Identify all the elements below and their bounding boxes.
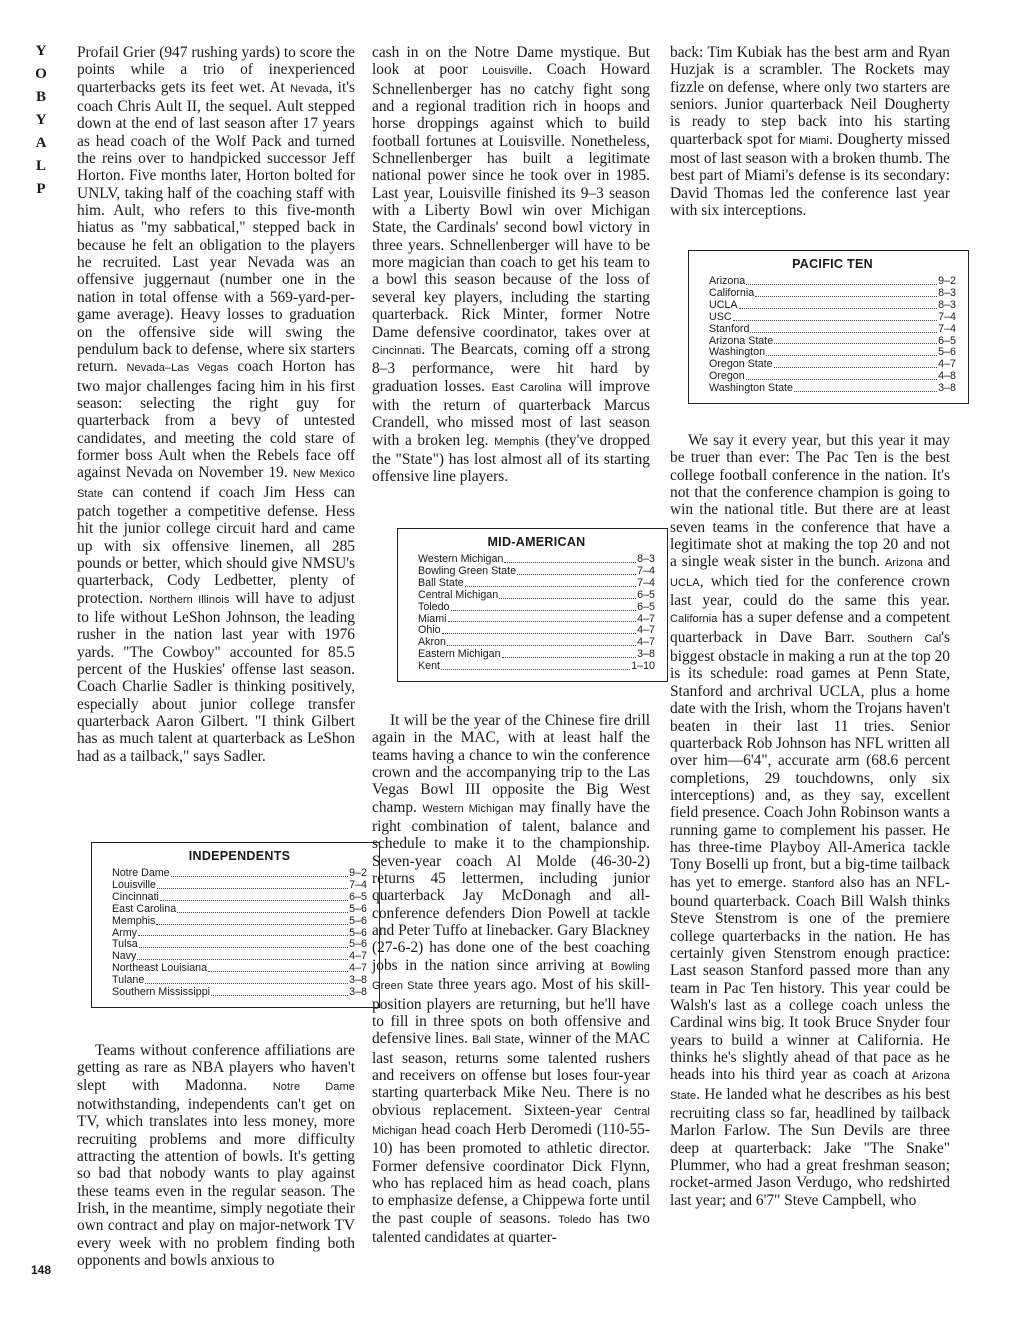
dot-leader xyxy=(138,928,348,937)
column-3 xyxy=(670,44,950,219)
masthead-letter: A xyxy=(35,135,47,151)
team-name: Western Michigan xyxy=(418,553,504,565)
dot-leader xyxy=(750,324,937,333)
body-paragraph: We say it every year, but this year it may be truer than ever: The Pac Ten is the best college football conference in the nation. It's not that the conference champion is going to win the national title. But there are at least seven teams in the conference that have a legitimate shot at making the top 20 and not a single weak sister in the bunch. Arizona and UCLA, which tied for the conference crown last year, could do the same this year. California has a super defense and a competent quarterback in Dave Barr. Southern Cal's biggest obstacle in making a run at the top 20 is its schedule: road games at Penn State, Stanford and archrival UCLA, plus a home date with the Irish, whom the Trojans haven't beaten in their last 11 tries. Senior quarterback Rob Johnson has NFL written all over him—6'4", accurate arm (68.6 percent completions, 29 touchdowns, only six interceptions) and, as they say, excellent field presence. Coach John Robinson wants a running game to complement his passer. He has three-time Playboy All-America tackle Tony Boselli up front, but a big-time tailback has yet to emerge. Stanford also has an NFL-bound quarterback. Coach Bill Walsh thinks Steve Stenstrom is one of the premiere college quarterbacks in the nation. He has certainly given Stenstrom enough practice: Last season Stanford passed more than any team in Pac Ten history. This year could be Walsh's last as a college coach unless the Cardinal wins big. It took Bruce Snyder four years to build a winner at California. He thinks he's slightly ahead of that pace as he heads into his third year as coach at Arizona State. He landed what he describes as his best recruiting class so far, headlined by tailback Marlon Farlow. The Sun Devils are three deep at quarterback: Jake "The Snake" Plummer, who had a great freshman season; rocket-armed Jason Verdugo, who redshirted last year; and 6'7" Steve Campbell, who xyxy=(670,432,951,1209)
column-2-continued xyxy=(372,712,650,1246)
team-record: 4–8 xyxy=(938,370,956,383)
standings-row xyxy=(418,602,655,614)
column-1-continued xyxy=(77,1042,355,1269)
team-record: 6–5 xyxy=(637,600,655,613)
team-name: Ball State xyxy=(472,1034,521,1047)
team-name: Southern Cal xyxy=(867,632,942,645)
team-record: 4–7 xyxy=(637,636,655,649)
dot-leader xyxy=(755,288,937,297)
team-name: Louisville xyxy=(112,878,156,891)
team-record: 7–4 xyxy=(938,322,956,335)
dot-leader xyxy=(504,554,636,563)
team-record: 9–2 xyxy=(938,275,956,287)
team-record: 8–3 xyxy=(637,553,655,565)
team-name: Miami xyxy=(799,134,829,147)
column-2 xyxy=(372,44,650,486)
team-record: 4–7 xyxy=(349,962,367,975)
team-name: Northeast Louisiana xyxy=(112,962,208,975)
dot-leader xyxy=(746,371,938,380)
team-name: Navy xyxy=(112,950,137,963)
dot-leader xyxy=(157,880,348,889)
team-record: 4–7 xyxy=(938,358,956,371)
team-record: 4–7 xyxy=(349,950,367,963)
standings-list xyxy=(112,868,367,999)
standings-row xyxy=(112,987,367,999)
team-name: Western Michigan xyxy=(422,802,514,815)
dot-leader xyxy=(766,347,937,356)
standings-row xyxy=(418,649,655,661)
team-record: 7–4 xyxy=(637,576,655,589)
dot-leader xyxy=(774,359,938,368)
standings-row xyxy=(112,916,367,928)
team-name: Oregon xyxy=(709,370,745,383)
team-name: Army xyxy=(112,926,137,939)
dot-leader xyxy=(139,939,348,948)
standings-row xyxy=(112,963,367,975)
masthead-letter: P xyxy=(36,181,46,197)
team-name: USC xyxy=(709,310,732,323)
team-record: 5–6 xyxy=(349,926,367,939)
masthead-letter: Y xyxy=(35,43,47,59)
standings-row xyxy=(112,939,367,951)
team-record: 3–8 xyxy=(349,974,367,987)
team-name: Eastern Michigan xyxy=(418,648,501,661)
team-record: 8–3 xyxy=(938,286,956,299)
team-name: Bowling Green State xyxy=(418,564,517,577)
team-record: 5–6 xyxy=(938,346,956,359)
team-name: Notre Dame xyxy=(272,1080,355,1093)
team-record: 3–8 xyxy=(637,648,655,661)
standings-row xyxy=(418,661,655,673)
team-name: Central Michigan xyxy=(372,1105,650,1137)
dot-leader xyxy=(733,312,938,321)
team-name: Arizona State xyxy=(709,334,774,347)
team-name: Washington xyxy=(709,346,766,359)
team-name: Miami xyxy=(418,612,447,625)
team-name: Kent xyxy=(418,660,440,673)
standings-row xyxy=(112,928,367,940)
dot-leader xyxy=(441,661,630,670)
standings-row xyxy=(709,324,956,336)
team-name: Ohio xyxy=(418,624,441,637)
team-name: Northern Illinois xyxy=(149,593,230,606)
body-paragraph: back: Tim Kubiak has the best arm and Ryan Huzjak is a scrambler. The Rockets may fizzle on defense, where only two starters are seniors. Junior quarterback Neil Dougherty is ready to step back into his starting quarterback spot for Miami. Dougherty missed most of last season with a broken thumb. The best part of Miami's defense is its secondary: David Thomas led the conference last year with six interceptions. xyxy=(670,44,951,220)
team-name: Stanford xyxy=(791,877,835,890)
body-paragraph: Teams without conference affiliations are getting as rare as NBA players who haven't slept with Madonna. Notre Dame notwithstanding, independents can't get on TV, which translates into less money, more recruiting problems and more difficulty attracting the attention of bowls. It's getting so bad that nobody wants to play against these teams even in the regular season. The Irish, in the meantime, simply negotiate their own contract and play on major-network TV every week with no problem finding both opponents and bowls anxious to xyxy=(77,1042,355,1270)
masthead-letter: L xyxy=(35,158,46,174)
team-name: Bowling Green State xyxy=(372,960,650,993)
standings-row xyxy=(112,892,367,904)
standings-row xyxy=(112,904,367,916)
team-name: Louisville xyxy=(482,65,529,78)
dot-leader xyxy=(774,336,937,345)
dot-leader xyxy=(794,383,937,392)
dot-leader xyxy=(447,637,636,646)
team-name: Central Michigan xyxy=(418,588,499,601)
dot-leader xyxy=(211,987,348,996)
body-paragraph: It will be the year of the Chinese fire drill again in the MAC, with at least half the teams having a chance to win the conference crown and the accompanying trip to the Las Vegas Bowl III opposite the Big West champ. Western Michigan may finally have the right combination of talent, balance and schedule to make it to the championship. Seven-year coach Al Molde (46-30-2) returns 45 lettermen, including junior quarterback Jay McDonagh and all-conference defenders Dion Powell at tackle and Peter Tuffo at linebacker. Gary Blackney (27-6-2) has done one of the best coaching jobs in the nation since arriving at Bowling Green State three years ago. Most of his skill-position players are returning, but he'll have to fill in three spots on both offensive and defensive lines. Ball State, winner of the MAC last season, returns some talented rushers and receivers on offense but loses four-year starting quarterback Mike Neu. There is no obvious replacement. Sixteen-year Central Michigan head coach Herb Deromedi (110-55-10) has been promoted to athletic director. Former defensive coordinator Dick Flynn, who has replaced him as head coach, plans to emphasize defense, a Chippewa forte until the past couple of seasons. Toledo has two talented candidates at quarter- xyxy=(372,712,650,1246)
team-name: Nevada xyxy=(290,82,329,95)
standings-row xyxy=(418,614,655,626)
team-name: Arizona xyxy=(884,557,923,570)
team-name: New Mexico State xyxy=(77,468,356,500)
team-record: 6–5 xyxy=(637,588,655,601)
team-name: Memphis xyxy=(112,914,156,927)
standings-row xyxy=(709,312,956,324)
standings-title: INDEPENDENTS xyxy=(188,849,291,863)
team-name: Oregon State xyxy=(709,358,773,371)
team-name: Southern Mississippi xyxy=(112,986,211,999)
standings-row xyxy=(418,590,655,602)
team-name: Arizona xyxy=(709,275,746,287)
team-name: Akron xyxy=(418,636,446,649)
standings-row xyxy=(418,578,655,590)
body-paragraph: cash in on the Notre Dame mystique. But look at poor Louisville. Coach Howard Schnellenberger has no catchy fight song and a regional tradition rich in hoops and horse droppings against which to build football fortunes at Louisville. Nonetheless, Schnellenberger has built a legitimate national power since he took over in 1985. Last year, Louisville finished its 9–3 season with a Liberty Bowl win over Michigan State, the Cardinals' second bowl victory in three years. Schnellenberger will have to be more magician than coach to get his team to a bowl this season because of the loss of several key players, including the starting quarterback. Rick Minter, former Notre Dame defensive coordinator, takes over at Cincinnati. The Bearcats, coming off a strong 8–3 performance, were hit hard by graduation losses. East Carolina will improve with the return of quarterback Marcus Crandell, who missed most of last season with a broken leg. Memphis (they've dropped the "State") has lost almost all of its starting offensive line players. xyxy=(372,44,650,486)
team-name: Tulsa xyxy=(112,938,138,951)
team-name: Arizona State xyxy=(670,1070,950,1102)
team-name: Washington State xyxy=(709,382,793,395)
body-paragraph: Profail Grier (947 rushing yards) to score the points while a trio of inexperienced quarterbacks gets its feet wet. At Nevada, it's coach Chris Ault II, the sequel. Ault stepped down at the end of last season after 17 years as head coach of the Wolf Pack and turned the reins over to handpicked successor Jeff Horton. Five months later, Horton bolted for UNLV, taking half of the coaching staff with him. Ault, who refers to this five-month hiatus as "my sabbatical," stepped back in because he felt an obligation to the players he recruited. Last year Nevada was an offensive juggernaut (number one in the nation in total offense with a 569-yard-per-game average). Heavy losses to graduation on the offensive side will swing the pendulum back to defense, where six starters return. Nevada–Las Vegas coach Horton has two major challenges facing him in his first season: selecting the right guy for quarterback from a bevy of untested candidates, and meeting the cold stare of former boss Ault when the Rebels face off against Nevada on November 19. New Mexico State can contend if coach Jim Hess can patch together a competitive defense. Hess hit the junior college circuit hard and came up with six offensive linemen, all 285 pounds or better, which should give NMSU's quarterback, Cody Ledbetter, plenty of protection. Northern Illinois will have to adjust to life without LeShon Johnson, the leading rusher in the nation last year with 1976 yards. "The Cowboy" accounted for 85.5 percent of the Huskies' offense last season. Coach Charlie Sadler is thinking positively, especially about junior college transfer quarterback Aaron Gilbert. "I think Gilbert has as much talent at quarterback as LeShon had as a tailback," says Sadler. xyxy=(77,44,356,765)
team-record: 8–3 xyxy=(938,298,956,311)
dot-leader xyxy=(448,614,637,623)
standings-row xyxy=(709,359,956,371)
team-record: 5–6 xyxy=(349,914,367,927)
team-name: Tulane xyxy=(112,974,145,987)
team-name: Nevada–Las Vegas xyxy=(126,362,229,375)
team-record: 7–4 xyxy=(349,878,367,891)
column-1 xyxy=(77,44,355,765)
team-name: California xyxy=(709,286,755,299)
page-number: 148 xyxy=(31,1263,52,1277)
masthead-letter: O xyxy=(35,66,47,82)
dot-leader xyxy=(145,975,348,984)
team-name: Toledo xyxy=(558,1213,592,1226)
team-record: 7–4 xyxy=(938,310,956,323)
standings-title: MID-AMERICAN xyxy=(487,535,586,549)
team-name: UCLA xyxy=(670,576,700,589)
standings-row xyxy=(418,625,655,637)
standings-list xyxy=(418,554,655,673)
dot-leader xyxy=(451,602,637,611)
team-record: 9–2 xyxy=(349,867,367,879)
team-record: 3–8 xyxy=(349,986,367,999)
team-record: 3–8 xyxy=(938,382,956,395)
standings-title: PACIFIC TEN xyxy=(792,257,873,271)
dot-leader xyxy=(442,625,637,634)
dot-leader xyxy=(171,868,349,877)
team-record: 5–6 xyxy=(349,938,367,951)
team-record: 4–7 xyxy=(637,624,655,637)
team-name: Notre Dame xyxy=(112,867,170,879)
dot-leader xyxy=(156,916,348,925)
dot-leader xyxy=(746,276,937,285)
team-record: 4–7 xyxy=(637,612,655,625)
masthead-letter: B xyxy=(35,89,46,105)
pacific-ten-standings-box xyxy=(688,250,969,404)
dot-leader xyxy=(177,904,348,913)
dot-leader xyxy=(517,566,636,575)
mid-american-standings-box xyxy=(397,528,668,682)
team-record: 6–5 xyxy=(349,890,367,903)
team-name: Stanford xyxy=(709,322,750,335)
team-name: Ball State xyxy=(418,576,464,589)
team-record: 1–10 xyxy=(631,660,655,673)
dot-leader xyxy=(499,590,636,599)
team-record: 5–6 xyxy=(349,902,367,915)
standings-list xyxy=(709,276,956,395)
team-name: UCLA xyxy=(709,298,738,311)
standings-row xyxy=(709,300,956,312)
standings-row xyxy=(709,383,956,395)
masthead-letter: Y xyxy=(35,112,47,128)
team-record: 6–5 xyxy=(938,334,956,347)
team-name: East Carolina xyxy=(491,381,562,394)
standings-row xyxy=(709,288,956,300)
team-name: Cincinnati xyxy=(112,890,159,903)
dot-leader xyxy=(465,578,636,587)
team-name: East Carolina xyxy=(112,902,177,915)
column-3-continued xyxy=(670,432,950,1209)
team-name: Cincinnati xyxy=(372,344,422,357)
dot-leader xyxy=(208,963,348,972)
dot-leader xyxy=(160,892,348,901)
dot-leader xyxy=(137,951,348,960)
playboy-masthead xyxy=(28,40,54,201)
team-record: 7–4 xyxy=(637,564,655,577)
dot-leader xyxy=(502,649,637,658)
team-name: Toledo xyxy=(418,600,450,613)
team-name: California xyxy=(670,613,718,626)
independents-standings-box xyxy=(91,842,380,1008)
team-name: Memphis xyxy=(494,435,540,448)
dot-leader xyxy=(739,300,938,309)
